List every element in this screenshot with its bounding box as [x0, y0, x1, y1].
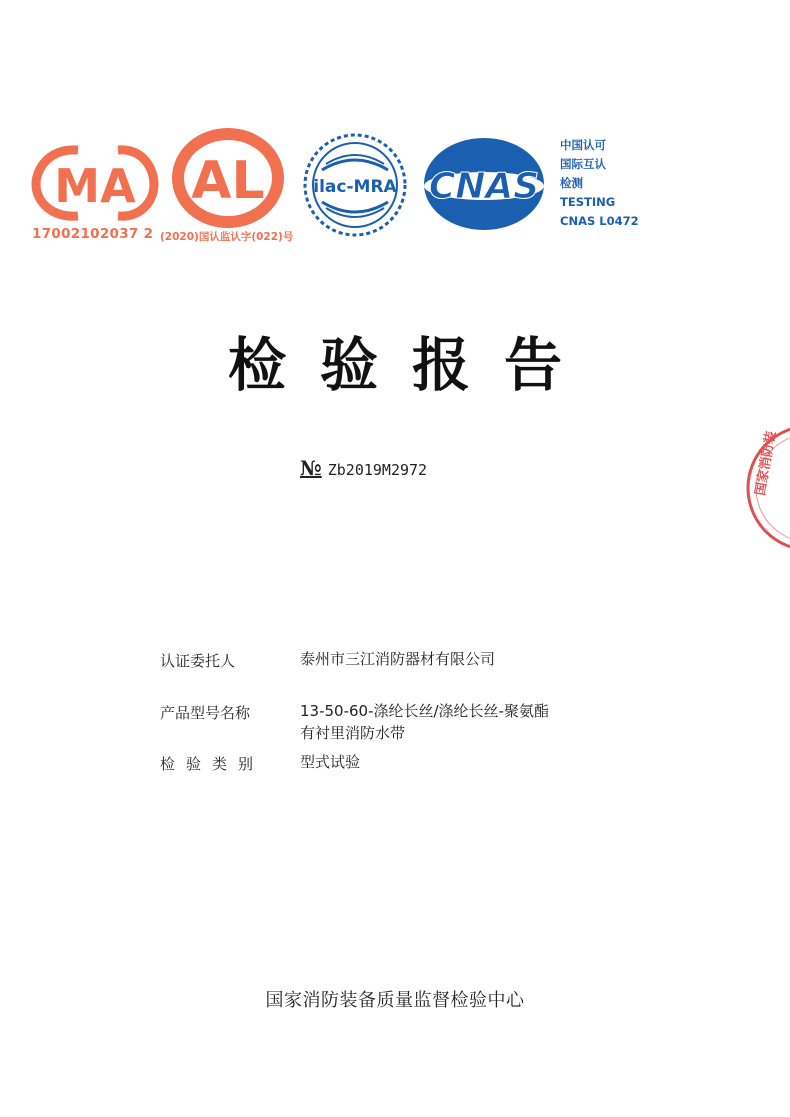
field-value-type: 型式试验: [300, 753, 361, 771]
cma-number: 17002102037 2: [32, 226, 154, 242]
field-label-type: 检验类别: [160, 755, 265, 773]
report-number: [300, 456, 427, 480]
cnas-logo: [420, 134, 548, 234]
field-label-product: 产品型号名称: [160, 704, 251, 722]
cal-number: (2020)国认监认字(022)号: [160, 231, 294, 243]
cal-logo: [168, 126, 288, 230]
cnas-line: CNAS L0472: [560, 214, 639, 228]
cnas-line: 检测: [560, 176, 583, 190]
seal-text: 国家消防装: [753, 430, 780, 497]
ilac-mra-logo: [300, 130, 410, 240]
cnas-logo-text: CNAS: [428, 166, 540, 207]
cnas-accreditation-text: [560, 136, 639, 231]
issuer-name: 国家消防装备质量监督检验中心: [265, 990, 525, 1011]
field-label-client: 认证委托人: [160, 652, 236, 670]
ilac-mra-text: ilac-MRA: [313, 177, 397, 197]
report-number-value: Zb2019M2972: [327, 461, 428, 479]
cma-logo: [30, 140, 160, 225]
cnas-line: 国际互认: [560, 157, 606, 171]
number-sign: №: [300, 456, 322, 480]
field-value-client: 泰州市三江消防器材有限公司: [300, 650, 496, 668]
field-value-product: 13-50-60-涤纶长丝/涤纶长丝-聚氨酯: [300, 702, 549, 720]
cnas-line: TESTING: [560, 195, 616, 209]
cal-logo-text: AL: [191, 151, 265, 211]
official-seal: [738, 418, 790, 558]
field-value-product-line2: 有衬里消防水带: [300, 724, 406, 742]
cma-logo-text: MA: [54, 159, 136, 213]
cnas-line: 中国认可: [560, 138, 606, 152]
report-title: 检验报告: [227, 331, 596, 399]
